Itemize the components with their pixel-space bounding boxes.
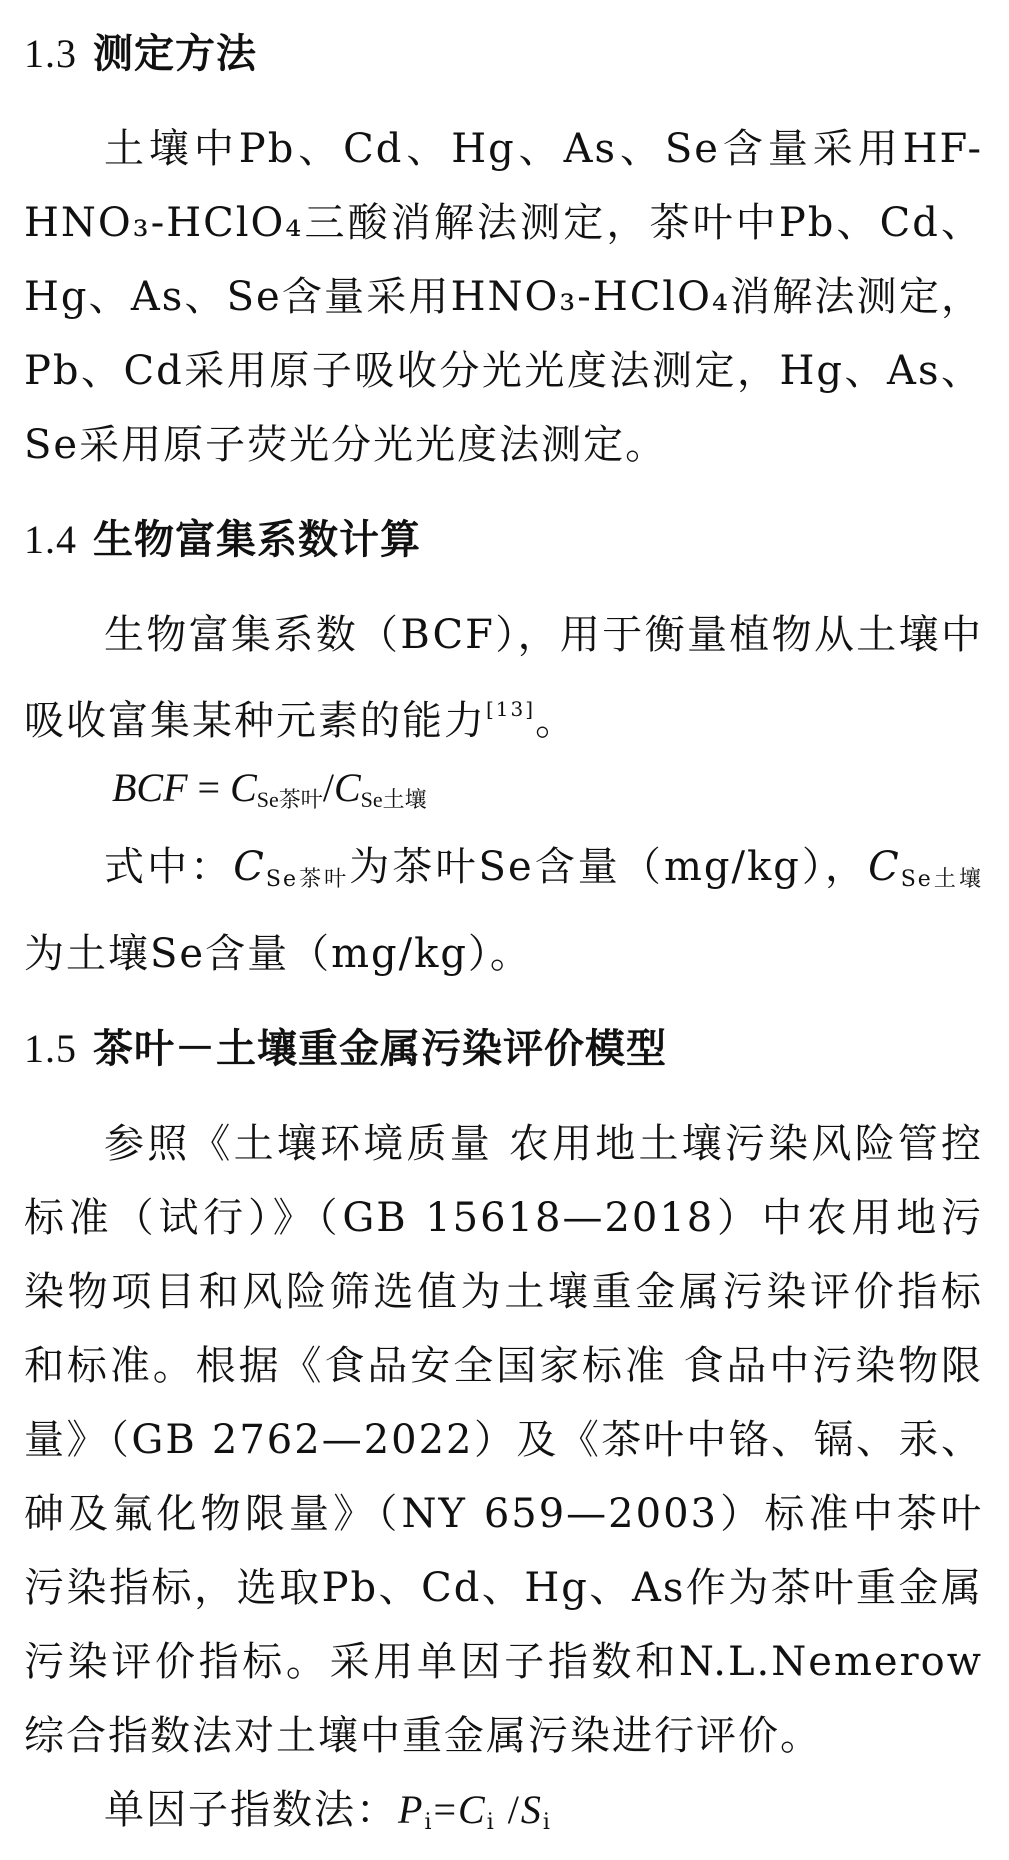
citation-ref: [13] [486,697,536,721]
section-title: 测定方法 [93,31,257,77]
section-number: 1.5 [24,1026,77,1071]
single-factor-formula [24,1773,983,1860]
formula-s: S [520,1787,543,1832]
formula-c1-sub: Se茶叶 [256,787,323,812]
note-mid: 为茶叶Se含量（mg/kg）， [349,844,869,890]
formula-note [24,830,983,991]
paragraph-evaluation-model: 参照《土壤环境质量 农用地土壤污染风险管控标准（试行）》（GB 15618—2018）中农用地污染物项目和风险筛选值为土壤重金属污染评价指标和标准。根据《食品安全国家标准 食品中污染物限量》（GB 2762—2022）及《茶叶中铬、镉、汞、砷及氟化物限量》（NY 659—2003）标准中茶叶污染指标，选取Pb、Cd、Hg、As作为茶叶重金属污染评价指标。采用单因子指数和N.L.Nemerow综合指数法对土壤中重金属污染进行评价。 [24,1121,983,1759]
paragraph-method: 土壤中Pb、Cd、Hg、As、Se含量采用HF-HNO₃-HClO₄三酸消解法测定，茶叶中Pb、Cd、Hg、As、Se含量采用HNO₃-HClO₄消解法测定，Pb、Cd采用原子吸收分光光度法测定，Hg、As、Se采用原子荧光分光光度法测定。 [24,126,983,468]
bcf-formula [24,758,983,830]
bcf-text: 生物富集系数（BCF），用于衡量植物从土壤中吸收富集某种元素的能力 [24,612,983,744]
section-heading-1-4 [24,512,983,568]
section-heading-1-3 [24,26,983,82]
note-c1-sub: Se茶叶 [265,867,350,892]
formula-p-sub: i [424,1810,434,1835]
formula-c2-sub: Se土壤 [360,787,427,812]
section-number: 1.4 [24,517,77,562]
note-c1: C [233,844,266,890]
formula-slash: / [322,765,334,810]
formula-lhs: BCF [112,765,188,810]
section-number: 1.3 [24,31,77,76]
formula-p: P [398,1787,425,1832]
formula-lead: 单因子指数法： [104,1787,398,1833]
formula-eq: = [433,1787,459,1832]
note-c2: C [868,844,901,890]
section-heading-1-5 [24,1021,983,1077]
bcf-text-end: 。 [535,698,578,744]
formula-eq: = [187,765,231,810]
note-tail: 为土壤Se含量（mg/kg）。 [24,931,532,977]
formula-c: C [458,1787,487,1832]
section-title: 生物富集系数计算 [93,517,421,563]
paragraph-bcf [24,598,983,758]
formula-c2: C [333,765,361,810]
formula-c-sub: i [486,1810,496,1835]
note-lead: 式中： [104,844,234,890]
formula-c1: C [230,765,257,810]
formula-slash: / [495,1787,521,1832]
formula-s-sub: i [542,1810,552,1835]
note-c2-sub: Se土壤 [900,867,984,892]
section-title: 茶叶－土壤重金属污染评价模型 [93,1026,667,1072]
